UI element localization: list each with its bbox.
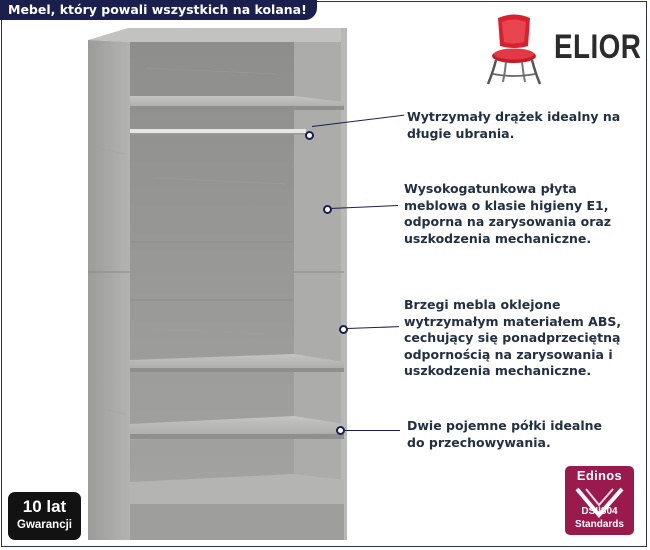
callout-line-shelves [345,430,400,431]
promo-banner: Mebel, który powali wszystkich na kolana! [0,0,317,20]
brand-name: ELIOR [554,28,642,66]
callout-dot-rail [305,131,314,140]
callout-text-board: Wysokogatunkowa płyta meblowa o klasie higieny E1, odporna na zarysowania oraz uszkodzenia mechaniczne. [404,181,612,246]
certificate-code-row [565,506,634,517]
certificate-name: Edinos [576,468,623,483]
edinos-certificate-badge [565,466,634,535]
chair-icon [488,15,540,85]
wardrobe-illustration [86,28,348,540]
callout-text-rail: Wytrzymały drążek idealny na długie ubrania. [407,109,621,141]
callout-text-shelves: Dwie pojemne półki idealne do przechowywania. [407,418,603,450]
certificate-label: Standards [575,519,624,530]
certificate-code: DSI [581,506,599,517]
certificate-code-separator: | [598,506,601,517]
certificate-number: 804 [600,506,618,517]
callout-dot-edges [339,325,348,334]
callout-dot-shelves [336,426,345,435]
warranty-badge [8,492,81,540]
warranty-label: Gwarancji [17,519,72,531]
warranty-years: 10 lat [22,497,67,516]
callout-dot-board [323,205,332,214]
callout-text-edges: Brzegi mebla oklejone wytrzymałym materiałem ABS, cechujący się ponadprzeciętną odpornością na zarysowania i uszkodzenia mechaniczne. [404,297,622,378]
